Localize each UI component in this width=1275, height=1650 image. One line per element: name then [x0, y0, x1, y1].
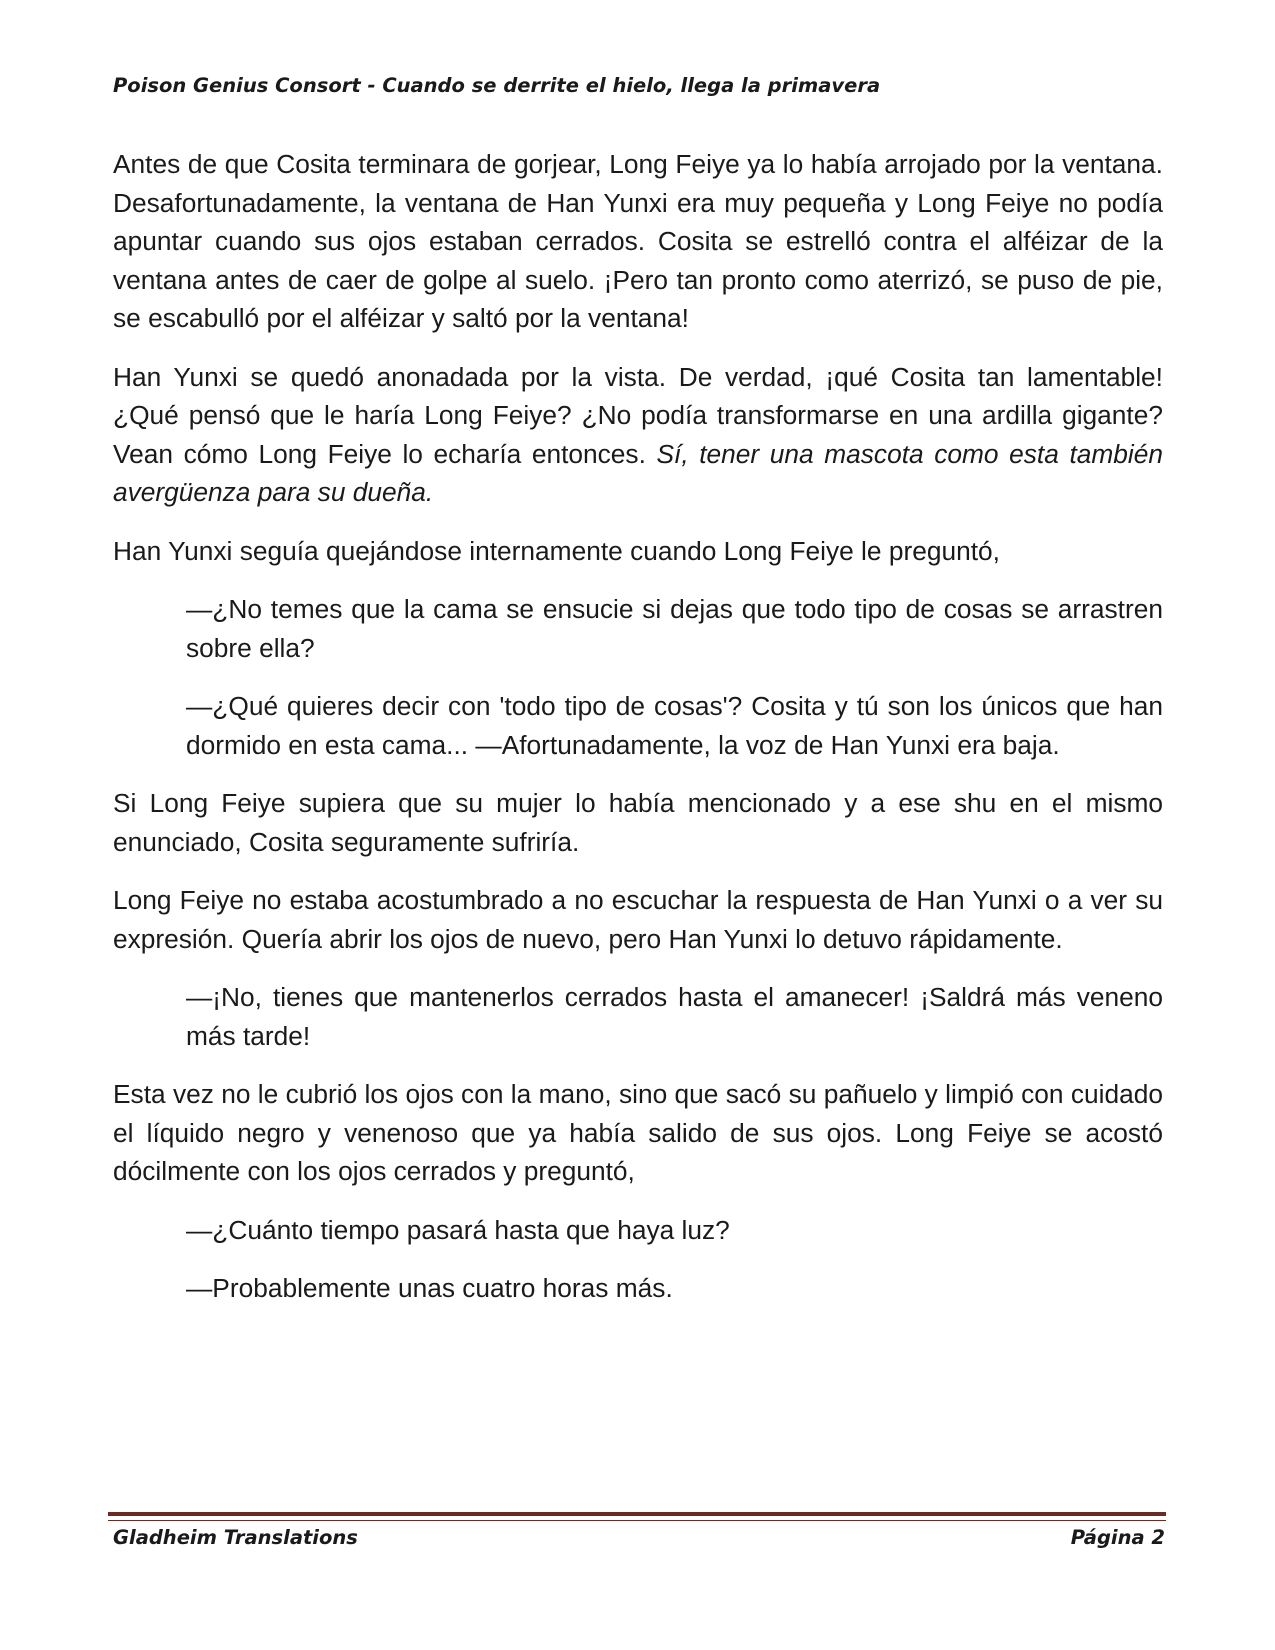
paragraph: Long Feiye no estaba acostumbrado a no escuchar la respuesta de Han Yunxi o a ver su expresión. Quería abrir los ojos de nuevo, pero Han Yunxi lo detuvo rápidamente.	[113, 885, 1163, 954]
dialogue-paragraph: —Probablemente unas cuatro horas más.	[186, 1273, 673, 1303]
dialogue-paragraph: —¿Cuánto tiempo pasará hasta que haya luz?	[186, 1214, 730, 1245]
paragraph: Esta vez no le cubrió los ojos con la mano, sino que sacó su pañuelo y limpió con cuidado el líquido negro y venenoso que ya había salido de sus ojos. Long Feiye se acostó dócilmente con los ojos cerrados y preguntó,	[113, 1079, 1163, 1186]
footer-rule-thick	[108, 1512, 1166, 1516]
running-header: Poison Genius Consort - Cuando se derrite el hielo, llega la primavera	[113, 74, 881, 97]
page-number: Página 2	[1070, 1526, 1165, 1549]
paragraph: Antes de que Cosita terminara de gorjear, Long Feiye ya lo había arrojado por la ventana. Desafortunadamente, la ventana de Han Yunxi era muy pequeña y Long Feiye no podía apuntar cuando sus ojos estaban cerrados. Cosita se estrelló contra el alféizar de la ventana antes de caer de golpe al suelo. ¡Pero tan pronto como aterrizó, se puso de pie, se escabulló por el alféizar y saltó por la ventana!	[113, 149, 1163, 333]
body-text	[113, 145, 1163, 1308]
dialogue-paragraph: —¿No temes que la cama se ensucie si dejas que todo tipo de cosas se arrastren sobre ella?	[186, 594, 1163, 663]
paragraph-italic-text: Sí, tener una mascota como esta también avergüenza para su dueña.	[113, 438, 1163, 507]
footer-publisher: Gladheim Translations	[113, 1526, 358, 1549]
dialogue-paragraph: —¿Qué quieres decir con 'todo tipo de cosas'? Cosita y tú son los únicos que han dormido en esta cama... —Afortunadamente, la voz de Han Yunxi era baja.	[186, 691, 1163, 760]
dialogue-paragraph: —¡No, tienes que mantenerlos cerrados hasta el amanecer! ¡Saldrá más veneno más tarde!	[186, 982, 1163, 1051]
paragraph-text: Han Yunxi se quedó anonadada por la vista. De verdad, ¡qué Cosita tan lamentable! ¿Qué pensó que le haría Long Feiye? ¿No podía transformarse en una ardilla gigante? Vean cómo Long Feiye lo echaría entonces.	[113, 361, 1163, 469]
footer-rule-thin	[108, 1520, 1166, 1521]
paragraph: Han Yunxi seguía quejándose internamente cuando Long Feiye le preguntó,	[113, 535, 1000, 566]
paragraph	[113, 358, 1163, 512]
paragraph: Si Long Feiye supiera que su mujer lo había mencionado y a ese shu en el mismo enunciado, Cosita seguramente sufriría.	[113, 788, 1163, 857]
